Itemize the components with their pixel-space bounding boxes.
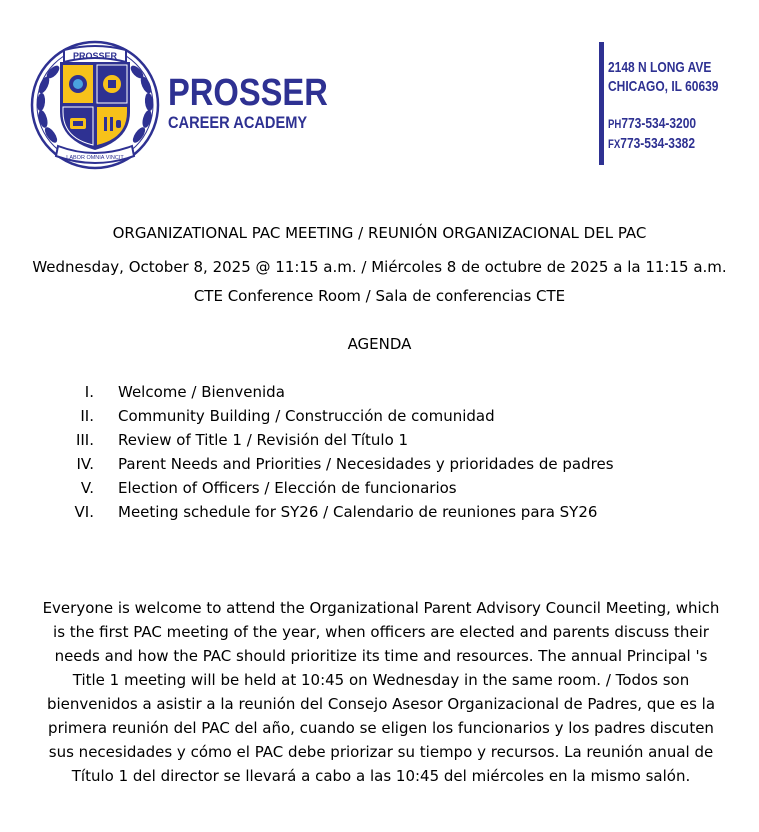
address-city: CHICAGO, IL 60639 [608,78,719,95]
school-subtitle: CAREER ACADEMY [168,113,308,132]
agenda-item-number: II. [80,407,94,425]
meeting-description: Everyone is welcome to attend the Organizational Parent Advisory Council Meeting, which is the first PAC meeting of the year, when officers are elected and parents discuss their needs and how the PAC should prioritize its time and resources. The annual Principal 's Title 1 meeting will be held at 10:45 on Wednesday in the same room. / Todos son bienvenidos a asistir a la reunión del Consejo Asesor Organizacional de Padres, que es la primera reunión del PAC del año, cuando se eligen los funcionarios y los padres discuten sus necesidades y cómo el PAC debe priorizar su tiempo y recursos. La reunión anual de Título 1 del director se llevará a cabo a las 10:45 del miércoles en la mismo salón. [42,599,720,785]
phone-prefix: PH [608,117,622,131]
meeting-location: CTE Conference Room / Sala de conferencias CTE [193,287,566,305]
meeting-title: ORGANIZATIONAL PAC MEETING / REUNIÓN ORGANIZACIONAL DEL PAC [112,224,647,242]
contact-block [608,58,746,154]
agenda-item-text: Community Building / Construcción de comunidad [118,407,495,425]
agenda-item-text: Parent Needs and Priorities / Necesidades y prioridades de padres [118,455,614,473]
agenda-item-number: VI. [74,503,94,521]
agenda-item-number: III. [75,431,94,449]
meeting-datetime: Wednesday, October 8, 2025 @ 11:15 a.m. / Miércoles 8 de octubre de 2025 a la 11:15 a.m. [32,258,727,276]
agenda-item-text: Welcome / Bienvenida [118,383,285,401]
phone-number: 773-534-3200 [621,115,697,132]
school-seal-logo [30,40,160,170]
fax-number: 773-534-3382 [620,135,696,152]
agenda-item-number: IV. [76,455,94,473]
agenda-item-text: Meeting schedule for SY26 / Calendario de reuniones para SY26 [118,503,598,521]
school-wordmark [168,74,354,132]
fax-prefix: FX [608,137,621,151]
seal-motto-text: LABOR OMNIA VINCIT [66,155,124,161]
seal-top-text: PROSSER [72,51,118,61]
agenda-item-number: V. [80,479,94,497]
agenda-item-text: Election of Officers / Elección de funcionarios [118,479,457,497]
contact-divider [599,42,604,165]
agenda-heading: AGENDA [347,335,412,353]
agenda-item-text: Review of Title 1 / Revisión del Título 1 [118,431,409,449]
phone-line [608,114,718,134]
address-street: 2148 N LONG AVE [608,59,712,76]
agenda-item-number: I. [84,383,94,401]
fax-line [608,134,718,154]
school-name: PROSSER [168,72,328,114]
